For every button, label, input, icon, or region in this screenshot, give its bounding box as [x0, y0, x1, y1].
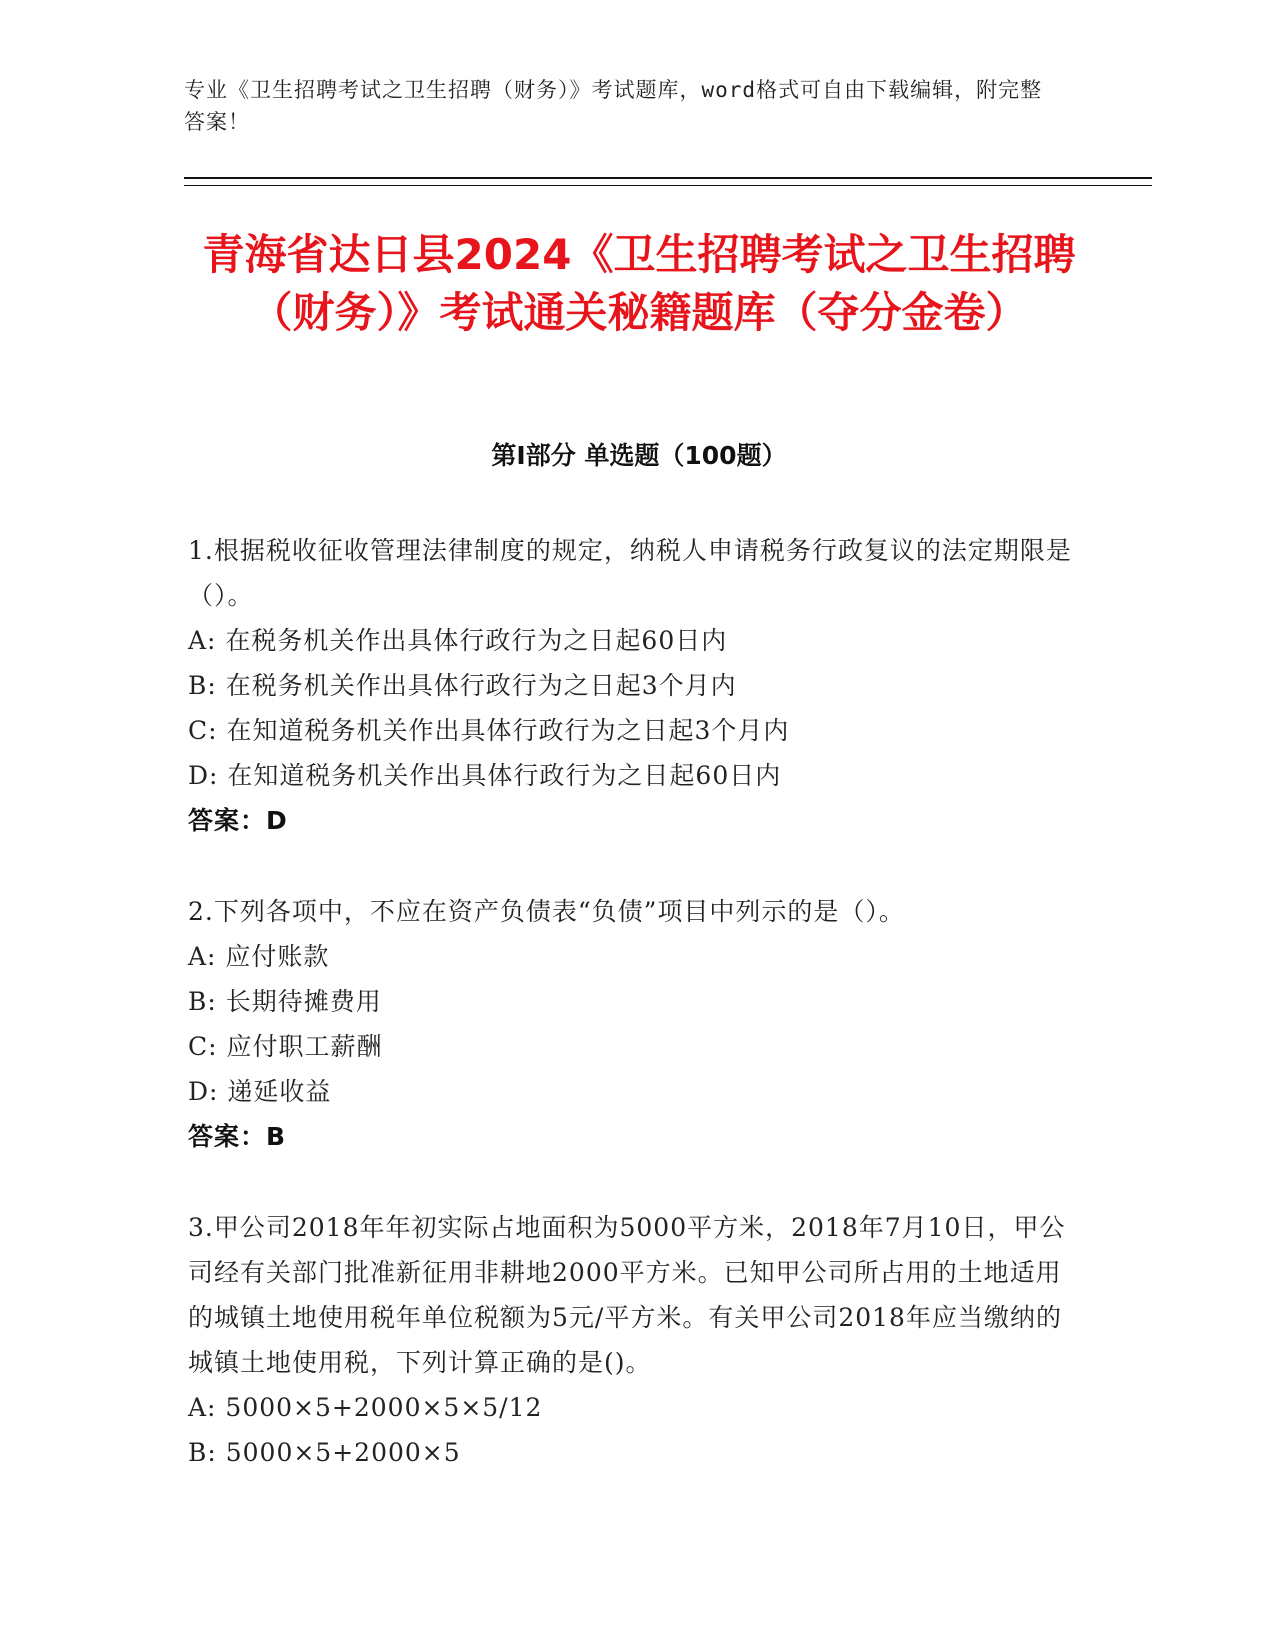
question-stem: 1.根据税收征收管理法律制度的规定，纳税人申请税务行政复议的法定期限是（）。 [188, 536, 1072, 610]
option-c: C: 在知道税务机关作出具体行政行为之日起3个月内 [188, 716, 790, 745]
question-list [188, 528, 1078, 1521]
answer-line: 答案：B [188, 1122, 287, 1151]
option-a: A: 应付账款 [188, 942, 330, 971]
question-3 [188, 1205, 1078, 1475]
document-title: 青海省达日县2024《卫生招聘考试之卫生招聘（财务）》考试通关秘籍题库（夺分金卷） [202, 230, 1076, 337]
option-b: B: 5000×5+2000×5 [188, 1438, 461, 1467]
option-b: B: 在税务机关作出具体行政行为之日起3个月内 [188, 671, 737, 700]
section-title: 第Ⅰ部分 单选题（100题） [491, 441, 787, 470]
option-a: A: 在税务机关作出具体行政行为之日起60日内 [188, 626, 728, 655]
question-stem: 3.甲公司2018年年初实际占地面积为5000平方米，2018年7月10日，甲公司经有关部门批准新征用非耕地2000平方米。已知甲公司所占用的土地适用的城镇土地使用税年单位税额为5元/平方米。有关甲公司2018年应当缴纳的城镇土地使用税，下列计算正确的是()。 [188, 1213, 1066, 1377]
option-c: C: 应付职工薪酬 [188, 1032, 383, 1061]
question-2 [188, 889, 1078, 1159]
option-a: A: 5000×5+2000×5×5/12 [188, 1393, 543, 1422]
answer-line: 答案：D [188, 806, 288, 835]
header-note: 专业《卫生招聘考试之卫生招聘（财务）》考试题库，word格式可自由下载编辑，附完整答案！ [184, 78, 1043, 134]
header-divider-thin [184, 185, 1152, 186]
question-stem: 2.下列各项中，不应在资产负债表“负债”项目中列示的是（）。 [188, 897, 905, 926]
option-b: B: 长期待摊费用 [188, 987, 382, 1016]
header-divider-thick [184, 177, 1152, 179]
question-1 [188, 528, 1078, 843]
option-d: D: 在知道税务机关作出具体行政行为之日起60日内 [188, 761, 782, 790]
option-d: D: 递延收益 [188, 1077, 332, 1106]
